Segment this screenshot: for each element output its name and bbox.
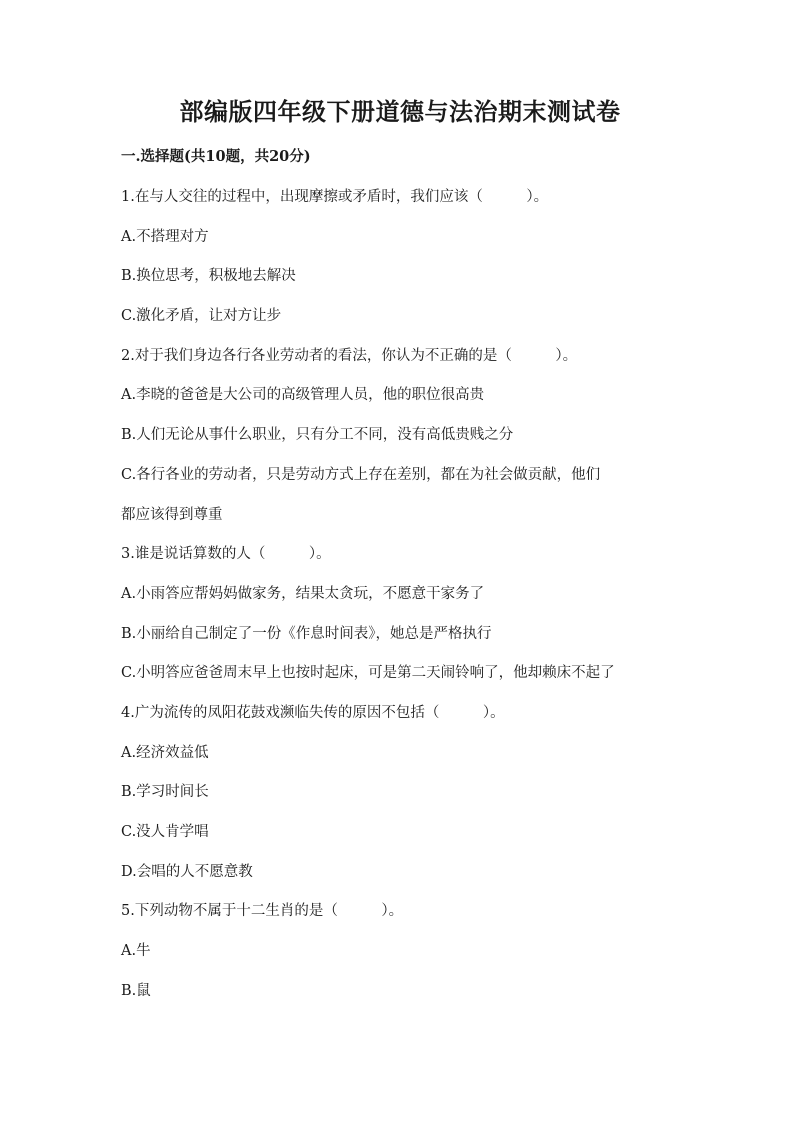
question-list: [121, 184, 681, 1017]
question-1-stem: 1.在与人交往的过程中，出现摩擦或矛盾时，我们应该（ ）。: [121, 189, 549, 205]
question-4-option-b: B.学习时间长: [121, 784, 209, 801]
question-2-option-c: C.各行各业的劳动者，只是劳动方式上存在差别，都在为社会做贡献，他们: [121, 466, 601, 483]
question-1-option-c: C.激化矛盾，让对方让步: [121, 308, 282, 325]
question-3-option-c: C.小明答应爸爸周末早上也按时起床，可是第二天闹铃响了，他却赖床不起了: [121, 665, 615, 682]
question-4-option-d: D.会唱的人不愿意教: [121, 863, 253, 880]
question-5-option-b: B.鼠: [121, 982, 151, 999]
question-1-option-a: A.不搭理对方: [121, 228, 209, 245]
question-5-option-a: A.牛: [121, 943, 151, 960]
question-3-option-a: A.小雨答应帮妈妈做家务，结果太贪玩，不愿意干家务了: [121, 585, 485, 602]
page-title: 部编版四年级下册道德与法治期末测试卷: [179, 97, 621, 126]
question-4-option-c: C.没人肯学唱: [121, 824, 209, 840]
question-2-option-a: A.李晓的爸爸是大公司的高级管理人员，他的职位很高贵: [121, 387, 485, 404]
question-2-stem: 2.对于我们身边各行各业劳动者的看法，你认为不正确的是（ ）。: [121, 347, 578, 364]
question-2-option-c-continued: 都应该得到尊重: [121, 506, 223, 523]
question-3-stem: 3.谁是说话算数的人（ ）。: [121, 546, 331, 563]
section-heading: 一.选择题(共10题，共20分): [121, 148, 311, 165]
question-4-option-a: A.经济效益低: [121, 744, 209, 761]
question-4-stem: 4.广为流传的凤阳花鼓戏濒临失传的原因不包括（ ）。: [121, 704, 505, 721]
question-1-option-b: B.换位思考，积极地去解决: [121, 268, 296, 285]
question-5-stem: 5.下列动物不属于十二生肖的是（ ）。: [121, 903, 404, 920]
question-3-option-b: B.小丽给自己制定了一份《作息时间表》，她总是严格执行: [121, 625, 492, 642]
question-2-option-b: B.人们无论从事什么职业，只有分工不同，没有高低贵贱之分: [121, 427, 514, 444]
